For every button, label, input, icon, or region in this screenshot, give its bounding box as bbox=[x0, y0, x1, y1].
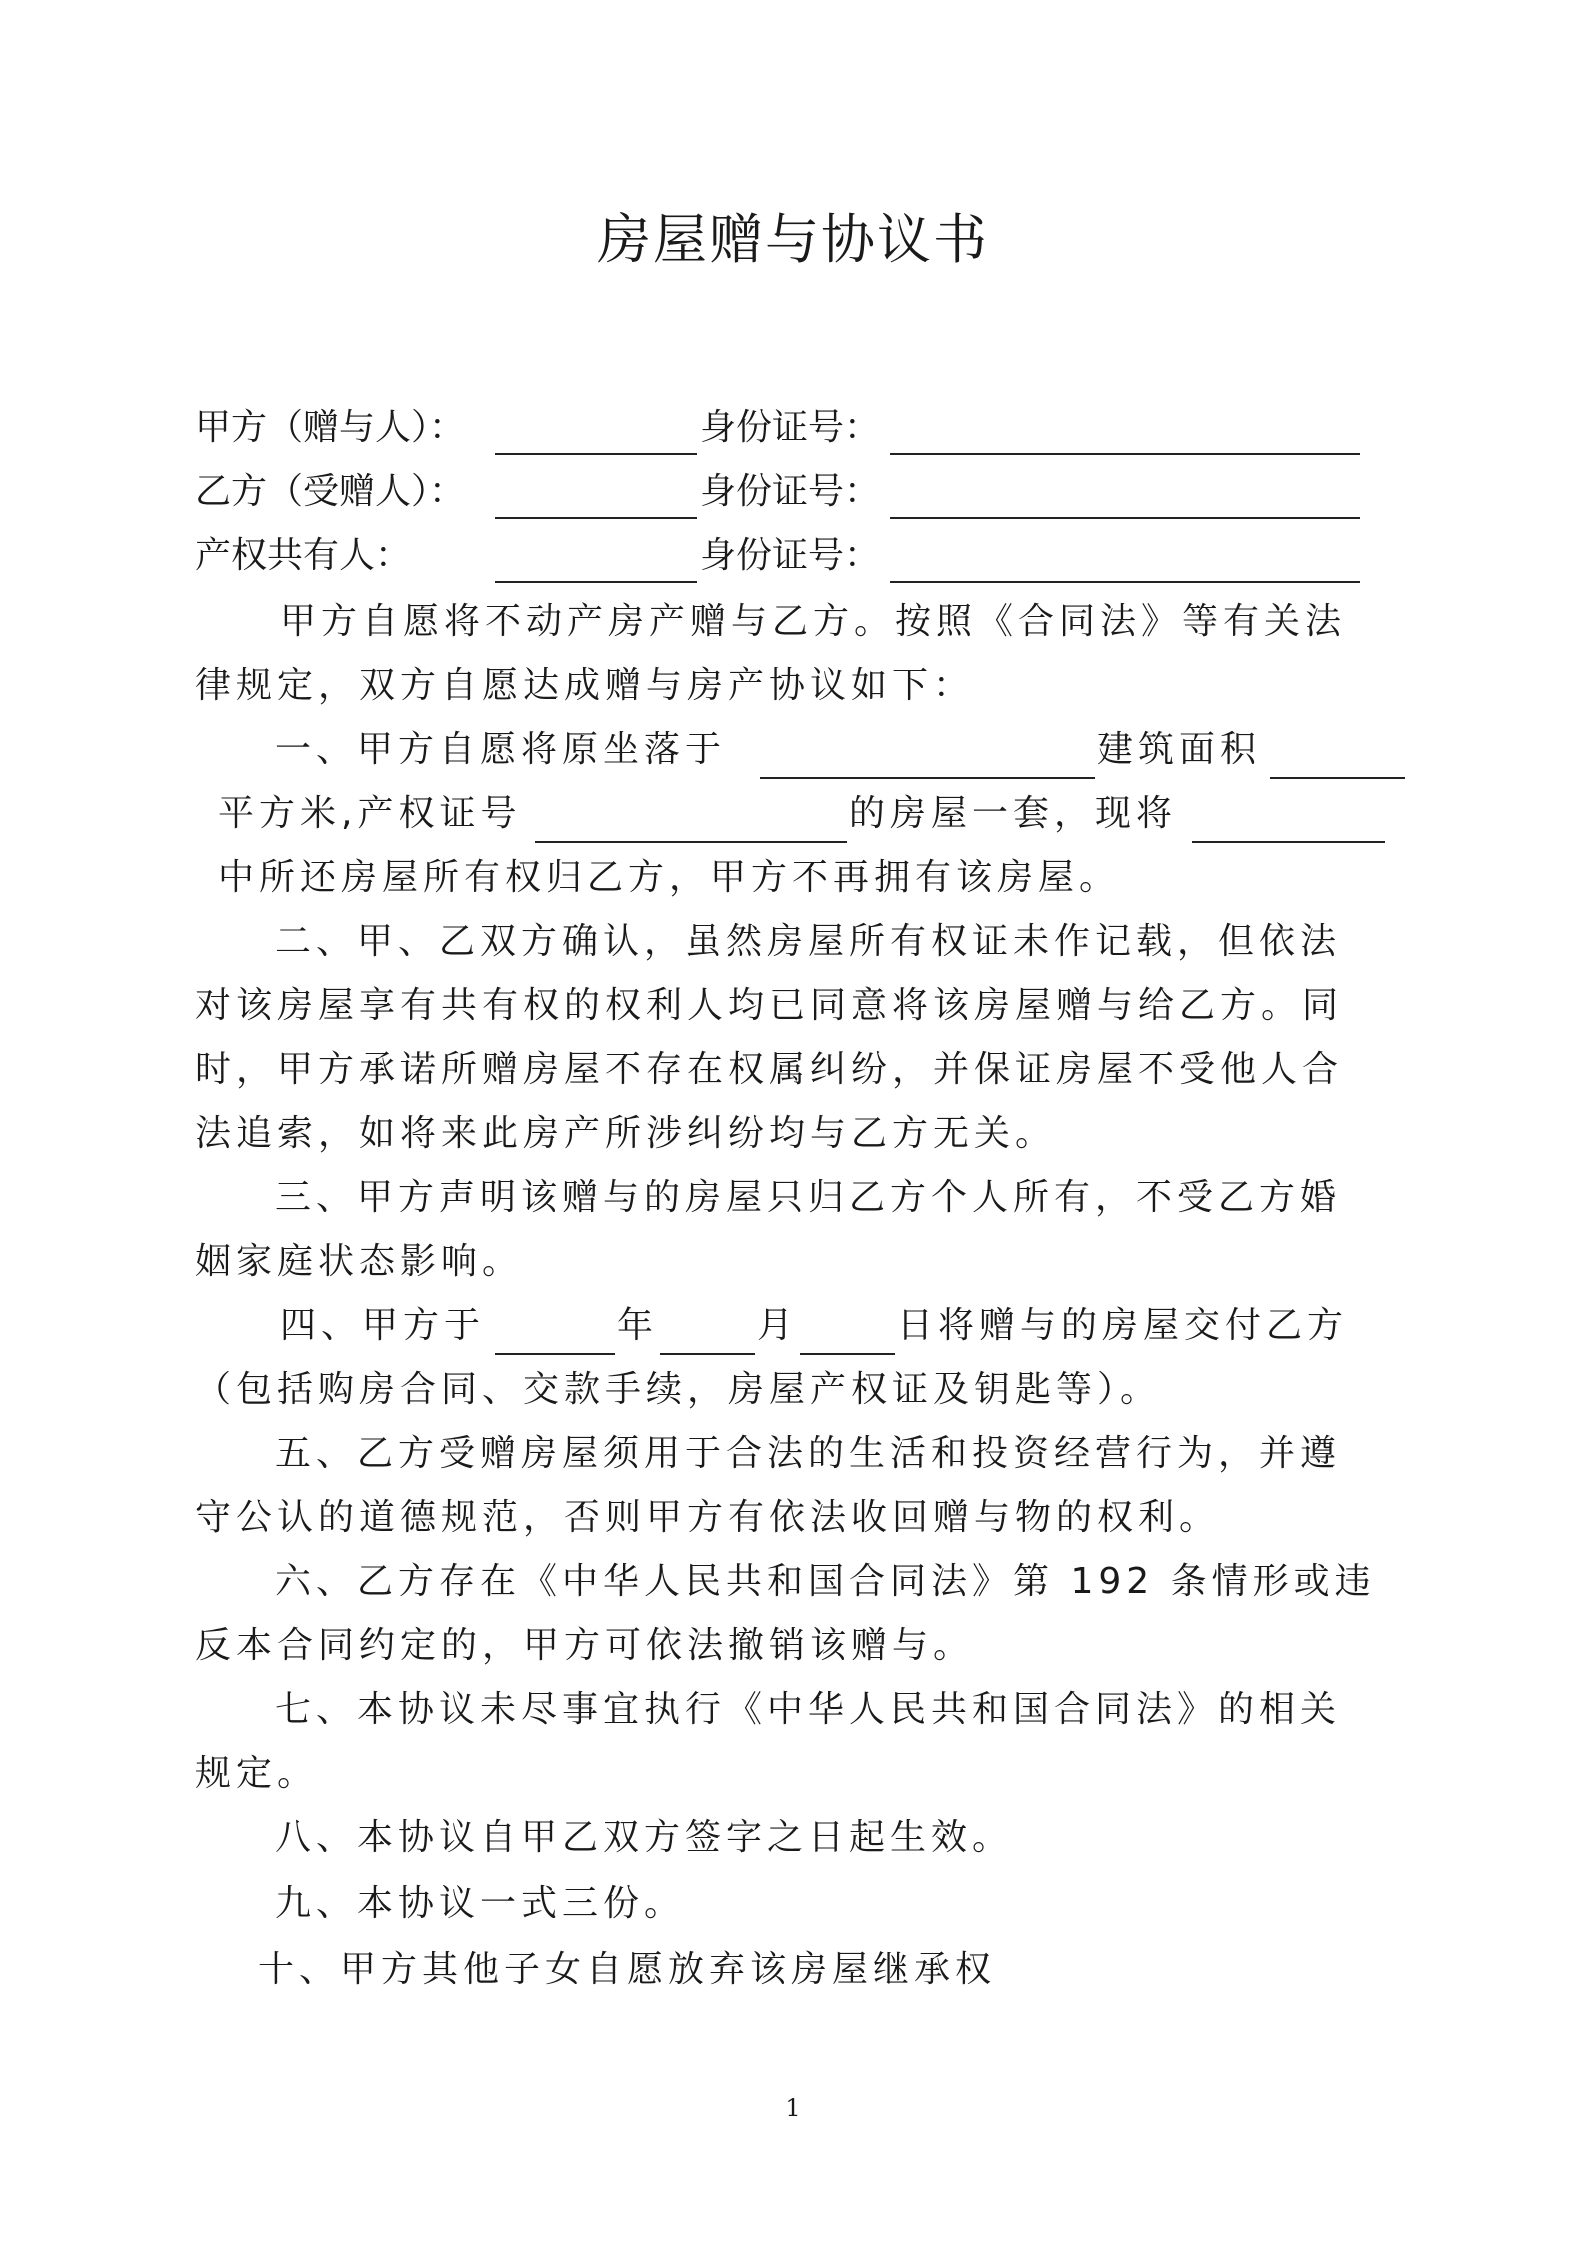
donor-label: 甲方（赠与人）： bbox=[195, 407, 466, 448]
donee-name-blank[interactable] bbox=[495, 517, 697, 519]
donor-name-blank[interactable] bbox=[495, 453, 697, 455]
clause1-text-4: 的房屋一套，现将 bbox=[849, 793, 1178, 834]
clause1-text-1: 一、甲方自愿将原坐落于 bbox=[275, 729, 727, 770]
clause7-line-2: 规定。 bbox=[195, 1753, 319, 1794]
clause7-line-1: 七、本协议未尽事宜执行《中华人民共和国合同法》的相关 bbox=[275, 1689, 1342, 1730]
preamble-line-2: 律规定，双方自愿达成赠与房产协议如下： bbox=[195, 665, 975, 706]
clause3-line-2: 姻家庭状态影响。 bbox=[195, 1241, 524, 1282]
day-blank[interactable] bbox=[800, 1353, 895, 1355]
area-blank[interactable] bbox=[1270, 777, 1405, 779]
document-title: 房屋赠与协议书 bbox=[597, 208, 989, 271]
clause2-line-3: 时，甲方承诺所赠房屋不存在权属纠纷，并保证房屋不受他人合 bbox=[195, 1049, 1344, 1090]
clause1-text-2: 建筑面积 bbox=[1097, 729, 1262, 770]
coowner-id-label: 身份证号： bbox=[700, 535, 881, 576]
clause8: 八、本协议自甲乙双方签字之日起生效。 bbox=[275, 1817, 1014, 1858]
clause6-line-1: 六、乙方存在《中华人民共和国合同法》第 192 条情形或违 bbox=[275, 1561, 1376, 1602]
party-row-donor bbox=[195, 398, 1395, 458]
clause2-line-4: 法追索，如将来此房产所涉纠纷均与乙方无关。 bbox=[195, 1113, 1057, 1154]
page-number: 1 bbox=[785, 2094, 801, 2122]
donor-id-blank[interactable] bbox=[890, 453, 1360, 455]
month-blank[interactable] bbox=[660, 1353, 755, 1355]
coowner-id-blank[interactable] bbox=[890, 581, 1360, 583]
clause4-line-2: （包括购房合同、交款手续，房屋产权证及钥匙等）。 bbox=[195, 1369, 1162, 1410]
clause5-line-1: 五、乙方受赠房屋须用于合法的生活和投资经营行为，并遵 bbox=[275, 1433, 1342, 1474]
preamble-line-1: 甲方自愿将不动产房产赠与乙方。按照《合同法》等有关法 bbox=[280, 601, 1347, 642]
coowner-name-blank[interactable] bbox=[495, 581, 697, 583]
donee-label: 乙方（受赠人）： bbox=[195, 471, 466, 512]
donor-id-label: 身份证号： bbox=[700, 407, 881, 448]
clause6-line-2: 反本合同约定的，甲方可依法撤销该赠与。 bbox=[195, 1625, 975, 1666]
clause4-year: 年 bbox=[617, 1305, 659, 1346]
clause1-text-3: 平方米,产权证号 bbox=[218, 793, 522, 834]
clause1-text-5: 中所还房屋所有权归乙方，甲方不再拥有该房屋。 bbox=[218, 857, 1121, 898]
certificate-number-blank[interactable] bbox=[535, 841, 847, 843]
year-blank[interactable] bbox=[495, 1353, 615, 1355]
donee-id-label: 身份证号： bbox=[700, 471, 881, 512]
party-row-donee bbox=[195, 462, 1395, 522]
party-row-coowner bbox=[195, 526, 1395, 586]
transfer-blank[interactable] bbox=[1192, 841, 1385, 843]
location-blank[interactable] bbox=[760, 777, 1095, 779]
coowner-label: 产权共有人： bbox=[195, 535, 412, 576]
clause4-text-1: 四、甲方于 bbox=[280, 1305, 486, 1346]
clause4-month: 月 bbox=[757, 1305, 799, 1346]
clause3-line-1: 三、甲方声明该赠与的房屋只归乙方个人所有，不受乙方婚 bbox=[275, 1177, 1342, 1218]
clause4-text-2: 日将赠与的房屋交付乙方 bbox=[897, 1305, 1349, 1346]
donee-id-blank[interactable] bbox=[890, 517, 1360, 519]
clause9: 九、本协议一式三份。 bbox=[275, 1883, 686, 1924]
clause2-line-1: 二、甲、乙双方确认，虽然房屋所有权证未作记载，但依法 bbox=[275, 921, 1342, 962]
clause5-line-2: 守公认的道德规范，否则甲方有依法收回赠与物的权利。 bbox=[195, 1497, 1221, 1538]
clause2-line-2: 对该房屋享有共有权的权利人均已同意将该房屋赠与给乙方。同 bbox=[195, 985, 1344, 1026]
clause10: 十、甲方其他子女自愿放弃该房屋继承权 bbox=[258, 1949, 997, 1990]
